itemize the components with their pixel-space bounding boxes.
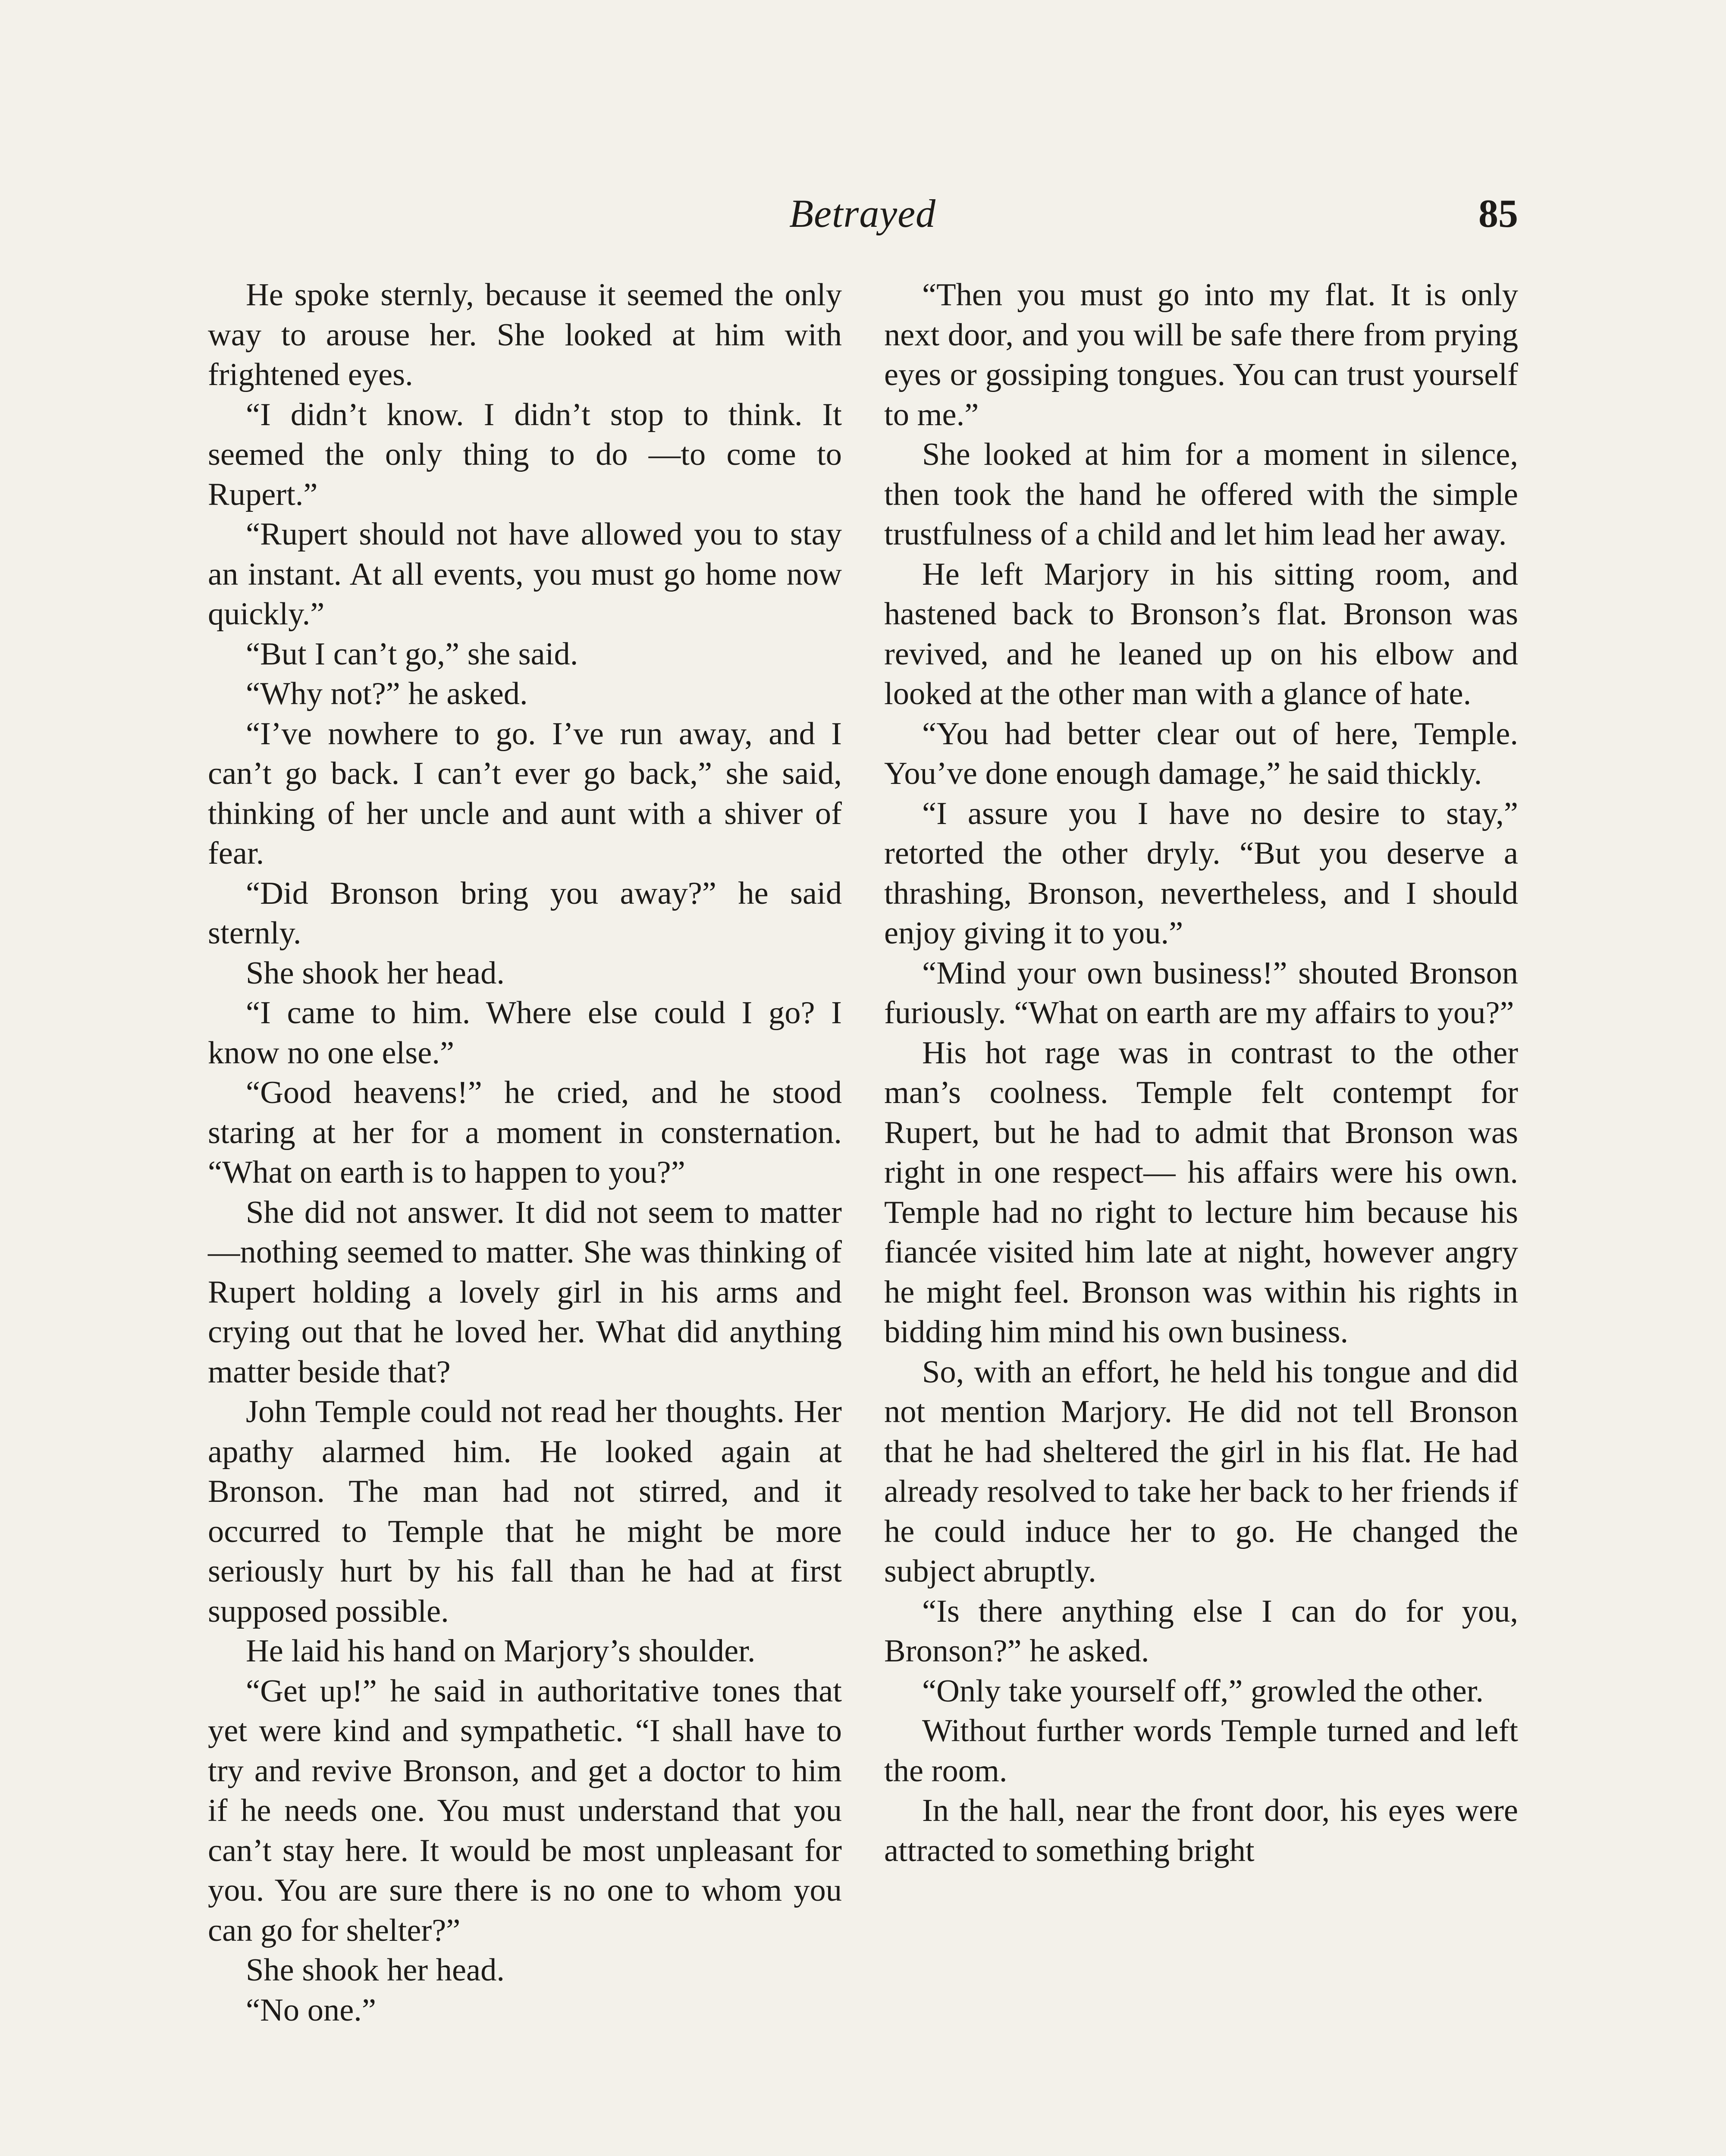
- paragraph: “Mind your own business!” shouted Bronson furiously. “What on earth are my affairs to you?”: [884, 955, 1518, 1031]
- running-title: Betrayed: [789, 191, 936, 235]
- paragraph: So, with an effort, he held his tongue and did not mention Marjory. He did not tell Bronson that he had sheltered the girl in his flat. He had already resolved to take her back to her friends if he could induce her to go. He changed the subject abruptly.: [884, 1354, 1518, 1589]
- paragraph: His hot rage was in contrast to the other man’s coolness. Temple felt contempt for Rupert, but he had to admit that Bronson was right in one respect— his affairs were his own. Temple had no right to lecture him because his fiancée visited him late at night, however angry he might feel. Bronson was within his rights in bidding him mind his own business.: [884, 1035, 1518, 1350]
- paragraph: “You had better clear out of here, Temple. You’ve done enough damage,” he said thickly.: [884, 716, 1518, 791]
- paragraph: “I’ve nowhere to go. I’ve run away, and I can’t go back. I can’t ever go back,” she said, thinking of her uncle and aunt with a shiver of fear.: [208, 716, 842, 871]
- paragraph: “Is there anything else I can do for you, Bronson?” he asked.: [884, 1593, 1518, 1669]
- paragraph: “Rupert should not have allowed you to stay an instant. At all events, you must go home now quickly.”: [208, 517, 842, 632]
- paragraph: She shook her head.: [246, 955, 505, 991]
- paragraph: “Good heavens!” he cried, and he stood staring at her for a moment in consternation. “What on earth is to happen to you?”: [208, 1075, 842, 1190]
- paragraph: “I assure you I have no desire to stay,” retorted the other dryly. “But you deserve a thrashing, Bronson, nevertheless, and I should enjoy giving it to you.”: [884, 796, 1518, 951]
- paragraph: “Why not?” he asked.: [246, 676, 528, 711]
- paragraph: “No one.”: [246, 1992, 377, 2028]
- paragraph: “But I can’t go,” she said.: [246, 636, 578, 672]
- paragraph: “I didn’t know. I didn’t stop to think. It seemed the only thing to do —to come to Rupert.”: [208, 397, 842, 512]
- paragraph: She shook her head.: [246, 1952, 505, 1988]
- paragraph: John Temple could not read her thoughts. Her apathy alarmed him. He looked again at Bronson. The man had not stirred, and it occurred to Temple that he might be more seriously hurt by his fall than he had at first supposed possible.: [208, 1394, 842, 1629]
- right-column: [884, 275, 1518, 1871]
- paragraph: “Did Bronson bring you away?” he said sternly.: [208, 875, 842, 951]
- paragraph: He left Marjory in his sitting room, and hastened back to Bronson’s flat. Bronson was revived, and he leaned up on his elbow and looked at the other man with a glance of hate.: [884, 556, 1518, 711]
- page-number: 85: [1478, 191, 1518, 235]
- paragraph: “Only take yourself off,” growled the other.: [922, 1673, 1484, 1709]
- paragraph: “I came to him. Where else could I go? I know no one else.”: [208, 995, 842, 1071]
- paragraph: “Get up!” he said in authoritative tones that yet were kind and sympathetic. “I shall have to try and revive Bronson, and get a doctor to him if he needs one. You must understand that you can’t stay here. It would be most unpleasant for you. You are sure there is no one to whom you can go for shelter?”: [208, 1673, 842, 1948]
- paragraph: She did not answer. It did not seem to matter—nothing seemed to matter. She was thinking of Rupert holding a lovely girl in his arms and crying out that he loved her. What did anything matter beside that?: [208, 1194, 842, 1390]
- left-column: [208, 275, 842, 2030]
- paragraph: He laid his hand on Marjory’s shoulder.: [246, 1633, 756, 1669]
- paragraph: He spoke sternly, because it seemed the only way to arouse her. She looked at him with frightened eyes.: [208, 277, 842, 392]
- paragraph: She looked at him for a moment in silence, then took the hand he offered with the simple trustfulness of a child and let him lead her away.: [884, 437, 1518, 552]
- paragraph: Without further words Temple turned and left the room.: [884, 1713, 1518, 1789]
- paragraph-continued: In the hall, near the front door, his eyes were attracted to something bright: [884, 1793, 1518, 1868]
- paragraph: “Then you must go into my flat. It is only next door, and you will be safe there from prying eyes or gossiping tongues. You can trust yourself to me.”: [884, 277, 1518, 432]
